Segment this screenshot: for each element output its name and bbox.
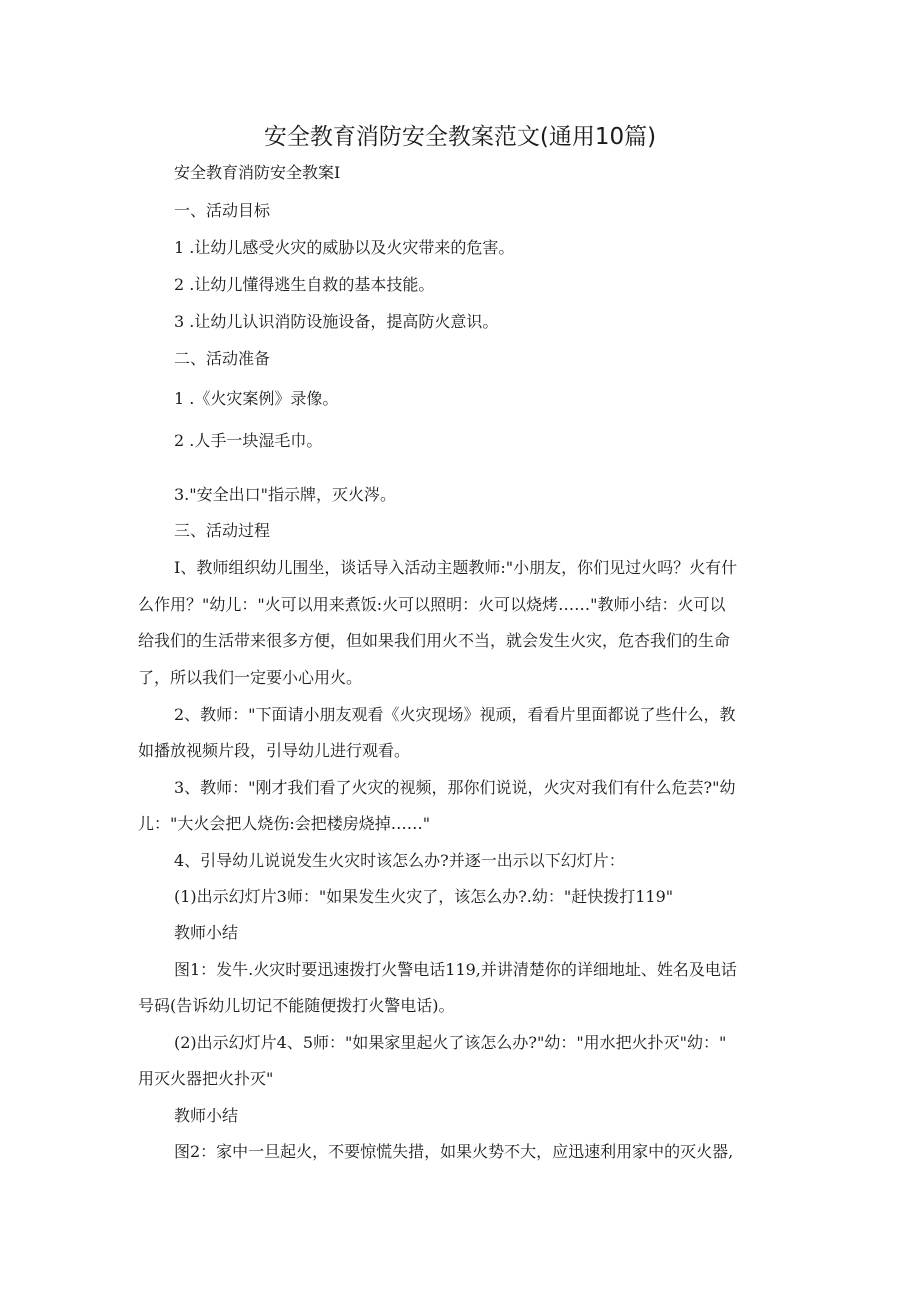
prep-item-3: 3."安全出口"指示牌，灭火涔。: [174, 485, 396, 504]
section-heading-process: 三、活动过程: [174, 521, 271, 540]
section-heading-goals: 一、活动目标: [174, 201, 271, 220]
paragraph-line: 4、引导幼儿说说发生火灾时该怎么办?并逐一出示以下幻灯片：: [174, 851, 625, 870]
paragraph-line: 2、教师："下面请小朋友观看《火灾现场》视顽，看看片里面都说了些什么，教: [174, 705, 736, 724]
prep-item-1: 1 .《火灾案例》录像。: [174, 389, 339, 408]
subheading-teacher-summary: 教师小结: [174, 1106, 239, 1125]
paragraph-line: (2)出示幻灯片4、5师："如果家里起火了该怎么办?"幼："用水把火扑灭"幼：": [174, 1033, 727, 1052]
paragraph-line: 用灭火器把火扑灭": [138, 1069, 274, 1088]
paragraph-line: 图2：家中一旦起火，不要惊慌失措，如果火势不大，应迅速利用家中的灭火器,: [174, 1142, 734, 1161]
paragraph-line: 如播放视频片段，引导幼儿进行观看。: [138, 741, 411, 760]
paragraph-line: 儿："大火会把人烧伤:会把楼房烧掉……": [138, 814, 431, 833]
section-heading-preparation: 二、活动准备: [174, 349, 271, 368]
paragraph-line: 3、教师："刚才我们看了火灾的视频，那你们说说，火灾对我们有什么危芸?"幼: [174, 778, 736, 797]
paragraph-line: (1)出示幻灯片3师："如果发生火灾了，该怎么办?.幼："赶快拨打119": [174, 887, 674, 906]
goal-item-2: 2 .让幼儿懂得逃生自救的基本技能。: [174, 275, 435, 294]
prep-item-2: 2 .人手一块湿毛巾。: [174, 431, 323, 450]
paragraph-line: 号码(告诉幼儿切记不能随便拨打火警电话)。: [138, 996, 455, 1015]
paragraph-line: 了，所以我们一定要小心用火。: [138, 668, 363, 687]
paragraph-line: 给我们的生活带来很多方便，但如果我们用火不当，就会发生火灾，危杏我们的生命: [138, 631, 731, 650]
paragraph-line: I、教师组织幼儿围坐，谈话导入活动主题教师:"小朋友，你们见过火吗？火有什: [174, 558, 738, 577]
document-title: 安全教育消防安全教案范文(通用10篇): [263, 124, 657, 150]
goal-item-1: 1 .让幼儿感受火灾的威胁以及火灾带来的危害。: [174, 238, 515, 257]
goal-item-3: 3 .让幼儿认识消防设施设备，提高防火意识。: [174, 312, 499, 331]
subheading-teacher-summary: 教师小结: [174, 923, 239, 942]
paragraph-line: 么作用？"幼儿："火可以用来煮饭:火可以照明：火可以烧烤……"教师小结：火可以: [138, 595, 726, 614]
paragraph-line: 图1：发牛.火灾时要迅速拨打火警电话119,并讲清楚你的详细地址、姓名及电话: [174, 960, 737, 979]
section-subtitle: 安全教育消防安全教案I: [174, 163, 341, 182]
